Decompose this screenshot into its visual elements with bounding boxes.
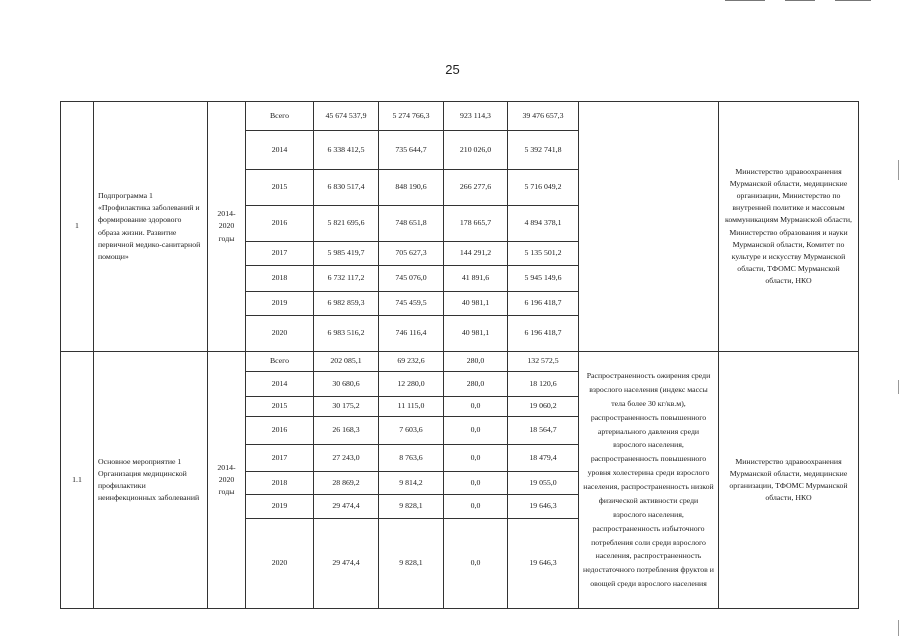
federal-cell: 7 603,6 bbox=[379, 417, 444, 445]
year-cell: 2018 bbox=[246, 472, 314, 495]
executors-cell: Министерство здравоохранения Мурманской области, медицинские организации, ТФОМС Мурманской области, НКО bbox=[719, 352, 859, 609]
period-cell: 2014-2020 годы bbox=[208, 352, 246, 609]
indicators-cell bbox=[579, 102, 719, 352]
year-cell: 2019 bbox=[246, 292, 314, 316]
federal-cell: 5 274 766,3 bbox=[379, 102, 444, 131]
other-cell: 132 572,5 bbox=[508, 352, 579, 372]
scan-top-marks bbox=[725, 0, 885, 3]
year-cell: 2017 bbox=[246, 445, 314, 472]
regional-cell: 41 891,6 bbox=[444, 266, 508, 292]
year-cell: 2015 bbox=[246, 397, 314, 417]
year-cell: 2020 bbox=[246, 316, 314, 352]
year-cell: 2016 bbox=[246, 417, 314, 445]
regional-cell: 0,0 bbox=[444, 417, 508, 445]
row-number-cell: 1 bbox=[61, 102, 94, 352]
year-cell: 2019 bbox=[246, 495, 314, 519]
total-cell: 29 474,4 bbox=[314, 495, 379, 519]
table-row bbox=[61, 102, 859, 131]
other-cell: 4 894 378,1 bbox=[508, 206, 579, 242]
year-cell: 2015 bbox=[246, 170, 314, 206]
row-number-cell: 1.1 bbox=[61, 352, 94, 609]
year-cell: Всего bbox=[246, 102, 314, 131]
total-cell: 27 243,0 bbox=[314, 445, 379, 472]
federal-cell: 9 828,1 bbox=[379, 495, 444, 519]
year-cell: 2018 bbox=[246, 266, 314, 292]
other-cell: 6 196 418,7 bbox=[508, 316, 579, 352]
federal-cell: 8 763,6 bbox=[379, 445, 444, 472]
period-cell: 2014-2020 годы bbox=[208, 102, 246, 352]
total-cell: 28 869,2 bbox=[314, 472, 379, 495]
activity-name-cell: Основное мероприятие 1 Организация медицинской профилактики неинфекционных заболеваний bbox=[94, 352, 208, 609]
regional-cell: 266 277,6 bbox=[444, 170, 508, 206]
total-cell: 6 338 412,5 bbox=[314, 131, 379, 170]
total-cell: 5 821 695,6 bbox=[314, 206, 379, 242]
scan-side-mark bbox=[898, 380, 899, 394]
regional-cell: 0,0 bbox=[444, 519, 508, 609]
year-cell: 2014 bbox=[246, 131, 314, 170]
page-number: 25 bbox=[445, 62, 460, 77]
total-cell: 6 830 517,4 bbox=[314, 170, 379, 206]
other-cell: 18 479,4 bbox=[508, 445, 579, 472]
other-cell: 39 476 657,3 bbox=[508, 102, 579, 131]
regional-cell: 923 114,3 bbox=[444, 102, 508, 131]
regional-cell: 0,0 bbox=[444, 472, 508, 495]
regional-cell: 40 981,1 bbox=[444, 316, 508, 352]
total-cell: 29 474,4 bbox=[314, 519, 379, 609]
total-cell: 5 985 419,7 bbox=[314, 242, 379, 266]
total-cell: 30 680,6 bbox=[314, 372, 379, 397]
other-cell: 5 945 149,6 bbox=[508, 266, 579, 292]
federal-cell: 746 116,4 bbox=[379, 316, 444, 352]
federal-cell: 705 627,3 bbox=[379, 242, 444, 266]
indicators-cell: Распространенность ожирения среди взрослого населения (индекс массы тела более 30 кг/кв.м), распространенность повышенного артериального давления среди взрослого населения, распространенность повышенного уровня холестерина среди взрослого населения, распространенность низкой физической активности среди взрослого населения, распространенность избыточного потребления соли среди взрослого населения, распространенность недостаточного потребления фруктов и овощей среди взрослого населения bbox=[579, 352, 719, 609]
year-cell: 2020 bbox=[246, 519, 314, 609]
federal-cell: 9 814,2 bbox=[379, 472, 444, 495]
other-cell: 18 120,6 bbox=[508, 372, 579, 397]
federal-cell: 848 190,6 bbox=[379, 170, 444, 206]
other-cell: 5 392 741,8 bbox=[508, 131, 579, 170]
total-cell: 202 085,1 bbox=[314, 352, 379, 372]
other-cell: 5 716 049,2 bbox=[508, 170, 579, 206]
regional-cell: 280,0 bbox=[444, 372, 508, 397]
other-cell: 19 646,3 bbox=[508, 519, 579, 609]
federal-cell: 12 280,0 bbox=[379, 372, 444, 397]
other-cell: 19 055,0 bbox=[508, 472, 579, 495]
regional-cell: 178 665,7 bbox=[444, 206, 508, 242]
total-cell: 6 983 516,2 bbox=[314, 316, 379, 352]
total-cell: 45 674 537,9 bbox=[314, 102, 379, 131]
other-cell: 18 564,7 bbox=[508, 417, 579, 445]
other-cell: 6 196 418,7 bbox=[508, 292, 579, 316]
year-cell: 2014 bbox=[246, 372, 314, 397]
executors-cell: Министерство здравоохранения Мурманской области, медицинские организации, Министерство по внутренней политике и массовым коммуникациям Мурманской области, Министерство образования и науки Мурманской области, Комитет по культуре и искусству Мурманской области, ТФОМС Мурманской области, НКО bbox=[719, 102, 859, 352]
federal-cell: 69 232,6 bbox=[379, 352, 444, 372]
regional-cell: 144 291,2 bbox=[444, 242, 508, 266]
program-table bbox=[60, 101, 859, 609]
other-cell: 19 060,2 bbox=[508, 397, 579, 417]
year-cell: Всего bbox=[246, 352, 314, 372]
regional-cell: 0,0 bbox=[444, 445, 508, 472]
regional-cell: 280,0 bbox=[444, 352, 508, 372]
total-cell: 30 175,2 bbox=[314, 397, 379, 417]
regional-cell: 0,0 bbox=[444, 495, 508, 519]
scan-side-mark bbox=[898, 160, 899, 180]
year-cell: 2016 bbox=[246, 206, 314, 242]
regional-cell: 40 981,1 bbox=[444, 292, 508, 316]
other-cell: 19 646,3 bbox=[508, 495, 579, 519]
federal-cell: 748 651,8 bbox=[379, 206, 444, 242]
federal-cell: 745 076,0 bbox=[379, 266, 444, 292]
table-row bbox=[61, 352, 859, 372]
subprogram-name-cell: Подпрограмма 1 «Профилактика заболеваний и формирование здорового образа жизни. Развитие первичной медико-санитарной помощи» bbox=[94, 102, 208, 352]
federal-cell: 11 115,0 bbox=[379, 397, 444, 417]
year-cell: 2017 bbox=[246, 242, 314, 266]
federal-cell: 9 828,1 bbox=[379, 519, 444, 609]
total-cell: 6 732 117,2 bbox=[314, 266, 379, 292]
federal-cell: 745 459,5 bbox=[379, 292, 444, 316]
other-cell: 5 135 501,2 bbox=[508, 242, 579, 266]
federal-cell: 735 644,7 bbox=[379, 131, 444, 170]
regional-cell: 0,0 bbox=[444, 397, 508, 417]
scan-side-mark bbox=[898, 620, 899, 636]
total-cell: 6 982 859,3 bbox=[314, 292, 379, 316]
regional-cell: 210 026,0 bbox=[444, 131, 508, 170]
total-cell: 26 168,3 bbox=[314, 417, 379, 445]
